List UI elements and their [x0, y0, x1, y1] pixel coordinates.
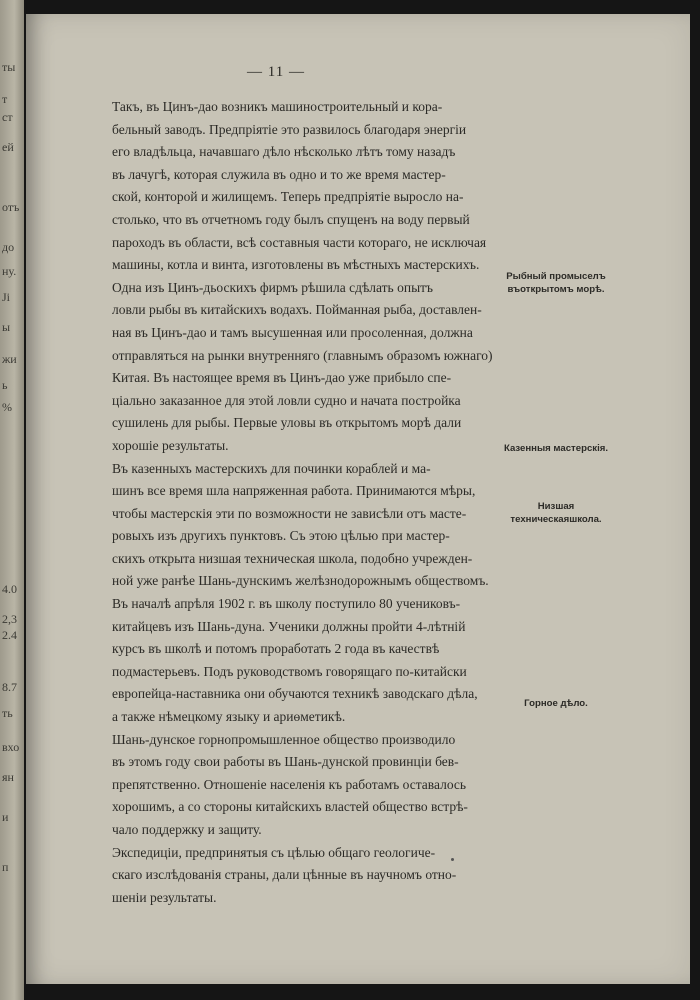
text-line: хорошимъ, а со стороны китайскихъ властей общество встрѣ- [112, 799, 468, 815]
left-page-fragment: ть [2, 706, 13, 720]
text-line: пароходъ въ области, всѣ составныя части котораго, не исключая [112, 234, 487, 250]
left-page-edge [0, 0, 24, 1000]
text-line: ловли рыбы въ китайскихъ водахъ. Пойманная рыба, доставлен- [112, 302, 482, 318]
left-page-fragment: вхо [2, 740, 20, 754]
text-line: шеніи результаты. [112, 889, 217, 905]
text-line: хорошіе результаты. [112, 437, 229, 453]
text-line: Экспедиціи, предпринятыя съ цѣлью общаго геологиче- [112, 844, 436, 860]
paragraph-fishing [82, 277, 493, 458]
text-line: столько, что въ отчетномъ году былъ спущенъ на воду первый [112, 211, 470, 227]
text-line: Шань-дунское горнопромышленное общество производило [112, 731, 456, 747]
text-line: скихъ открыта низшая техническая школа, подобно учрежден- [112, 550, 473, 566]
text-line: ной уже ранѣе Шань-дунскимъ желѣзнодорожнымъ обществомъ. [112, 573, 489, 589]
sidenote-workshops [493, 442, 619, 455]
text-line: машины, котла и винта, изготовлены въ мѣстныхъ мастерскихъ. [112, 257, 480, 273]
text-line: отправляться на рынки внутренняго (главнымъ образомъ южнаго) [112, 347, 493, 363]
sidenote-mining [493, 697, 619, 710]
text-line: чтобы мастерскія эти по возможности не зависѣли отъ масте- [112, 505, 467, 521]
page-number: — 11 — [247, 64, 305, 80]
left-page-fragment: Ji [2, 290, 11, 304]
text-line: Въ казенныхъ мастерскихъ для починки кораблей и ма- [112, 460, 431, 476]
left-page-fragment: жи [2, 352, 17, 366]
text-line: въ лачугѣ, которая служила въ одно и то же время мастер- [112, 166, 446, 182]
left-page-fragment: ы [2, 320, 11, 334]
left-page-fragment: ей [2, 140, 14, 154]
text-line: Въ началѣ апрѣля 1902 г. въ школу поступило 80 учениковъ- [112, 596, 461, 612]
sidenote-school [493, 500, 619, 526]
paragraph-workshops [82, 458, 488, 729]
text-line: а также нѣмецкому языку и ариѳметикѣ. [112, 709, 346, 725]
text-line: препятственно. Отношеніе населенія къ работамъ оставалось [112, 776, 467, 792]
text-line: Рыбный промыселъ въ [506, 271, 606, 295]
text-line: чало поддержку и защиту. [112, 822, 262, 837]
text-line: Казенныя мастерскія. [503, 443, 609, 454]
left-page-fragment: до [2, 240, 15, 254]
text-line: бельный заводъ. Предпріятіе это развилось благодаря энергіи [112, 121, 467, 137]
text-line: школа. [569, 514, 602, 525]
text-line: ная въ Цинъ-дао и тамъ высушенная или просоленная, должна [112, 324, 473, 340]
text-line: его владѣльца, начавшаго дѣло нѣсколько лѣтъ тому назадъ [112, 144, 456, 160]
text-line: открытомъ морѣ. [520, 284, 605, 295]
paragraph-expeditions [82, 842, 488, 910]
left-page-fragment: ну. [2, 264, 17, 278]
left-page-fragment: и [2, 810, 9, 824]
left-page-fragment: ь [2, 378, 8, 392]
text-line: ской, конторой и жилищемъ. Теперь предпріятіе выросло на- [112, 189, 464, 205]
paragraph-shipyard [82, 96, 488, 277]
text-line: Низшая техническая [510, 501, 575, 525]
sidenote-fishing [493, 270, 619, 296]
left-page-fragment: т [2, 92, 8, 106]
paragraph-mining [82, 729, 488, 842]
text-line: сушилень для рыбы. Первые уловы въ открытомъ морѣ дали [112, 415, 462, 431]
left-page-fragment: ст [2, 110, 13, 124]
left-page-fragment: 2.4 [2, 628, 17, 642]
left-page-fragment: ян [2, 770, 14, 784]
text-line: въ этомъ году свои работы въ Шань-дунской провинціи бев- [112, 754, 459, 770]
text-line: китайцевъ изъ Шань-дуна. Ученики должны пройти 4-лѣтній [112, 618, 466, 634]
text-line: ціально заказанное для этой ловли судно и начата постройка [112, 392, 461, 408]
ink-dot [451, 858, 454, 861]
left-page-fragment: п [2, 860, 9, 874]
text-line: Одна изъ Цинъ-дьоскихъ фирмъ рѣшила сдѣлать опытъ [112, 279, 434, 295]
text-line: Такъ, въ Цинъ-дао возникъ машиностроительный и кора- [112, 99, 443, 114]
text-line: Китая. Въ настоящее время въ Цинъ-дао уже прибыло спе- [112, 370, 452, 386]
text-line: ровыхъ изъ другихъ пунктовъ. Съ этою цѣлью при мастер- [112, 528, 450, 544]
left-page-fragment: 8.7 [2, 680, 17, 694]
left-page-fragment: отъ [2, 200, 20, 214]
left-page-fragment: % [2, 400, 12, 414]
left-page-fragment: 2,3 [2, 612, 17, 626]
text-line: Горное дѣло. [524, 698, 588, 709]
text-line: скаго изслѣдованія страны, дали цѣнные въ научномъ отно- [112, 867, 457, 883]
text-line: шинъ все время шла напряженная работа. Принимаются мѣры, [112, 483, 476, 499]
left-page-fragment: ты [2, 60, 16, 74]
text-line: курсъ въ школѣ и потомъ проработать 2 года въ качествѣ [112, 641, 440, 657]
body-text [82, 96, 493, 909]
book-page [26, 14, 690, 984]
text-line: подмастерьевъ. Подъ руководствомъ говорящаго по-китайски [112, 663, 467, 679]
left-page-fragment: 4.0 [2, 582, 17, 596]
text-line: европейца-наставника они обучаются техникѣ заводскаго дѣла, [112, 686, 478, 702]
